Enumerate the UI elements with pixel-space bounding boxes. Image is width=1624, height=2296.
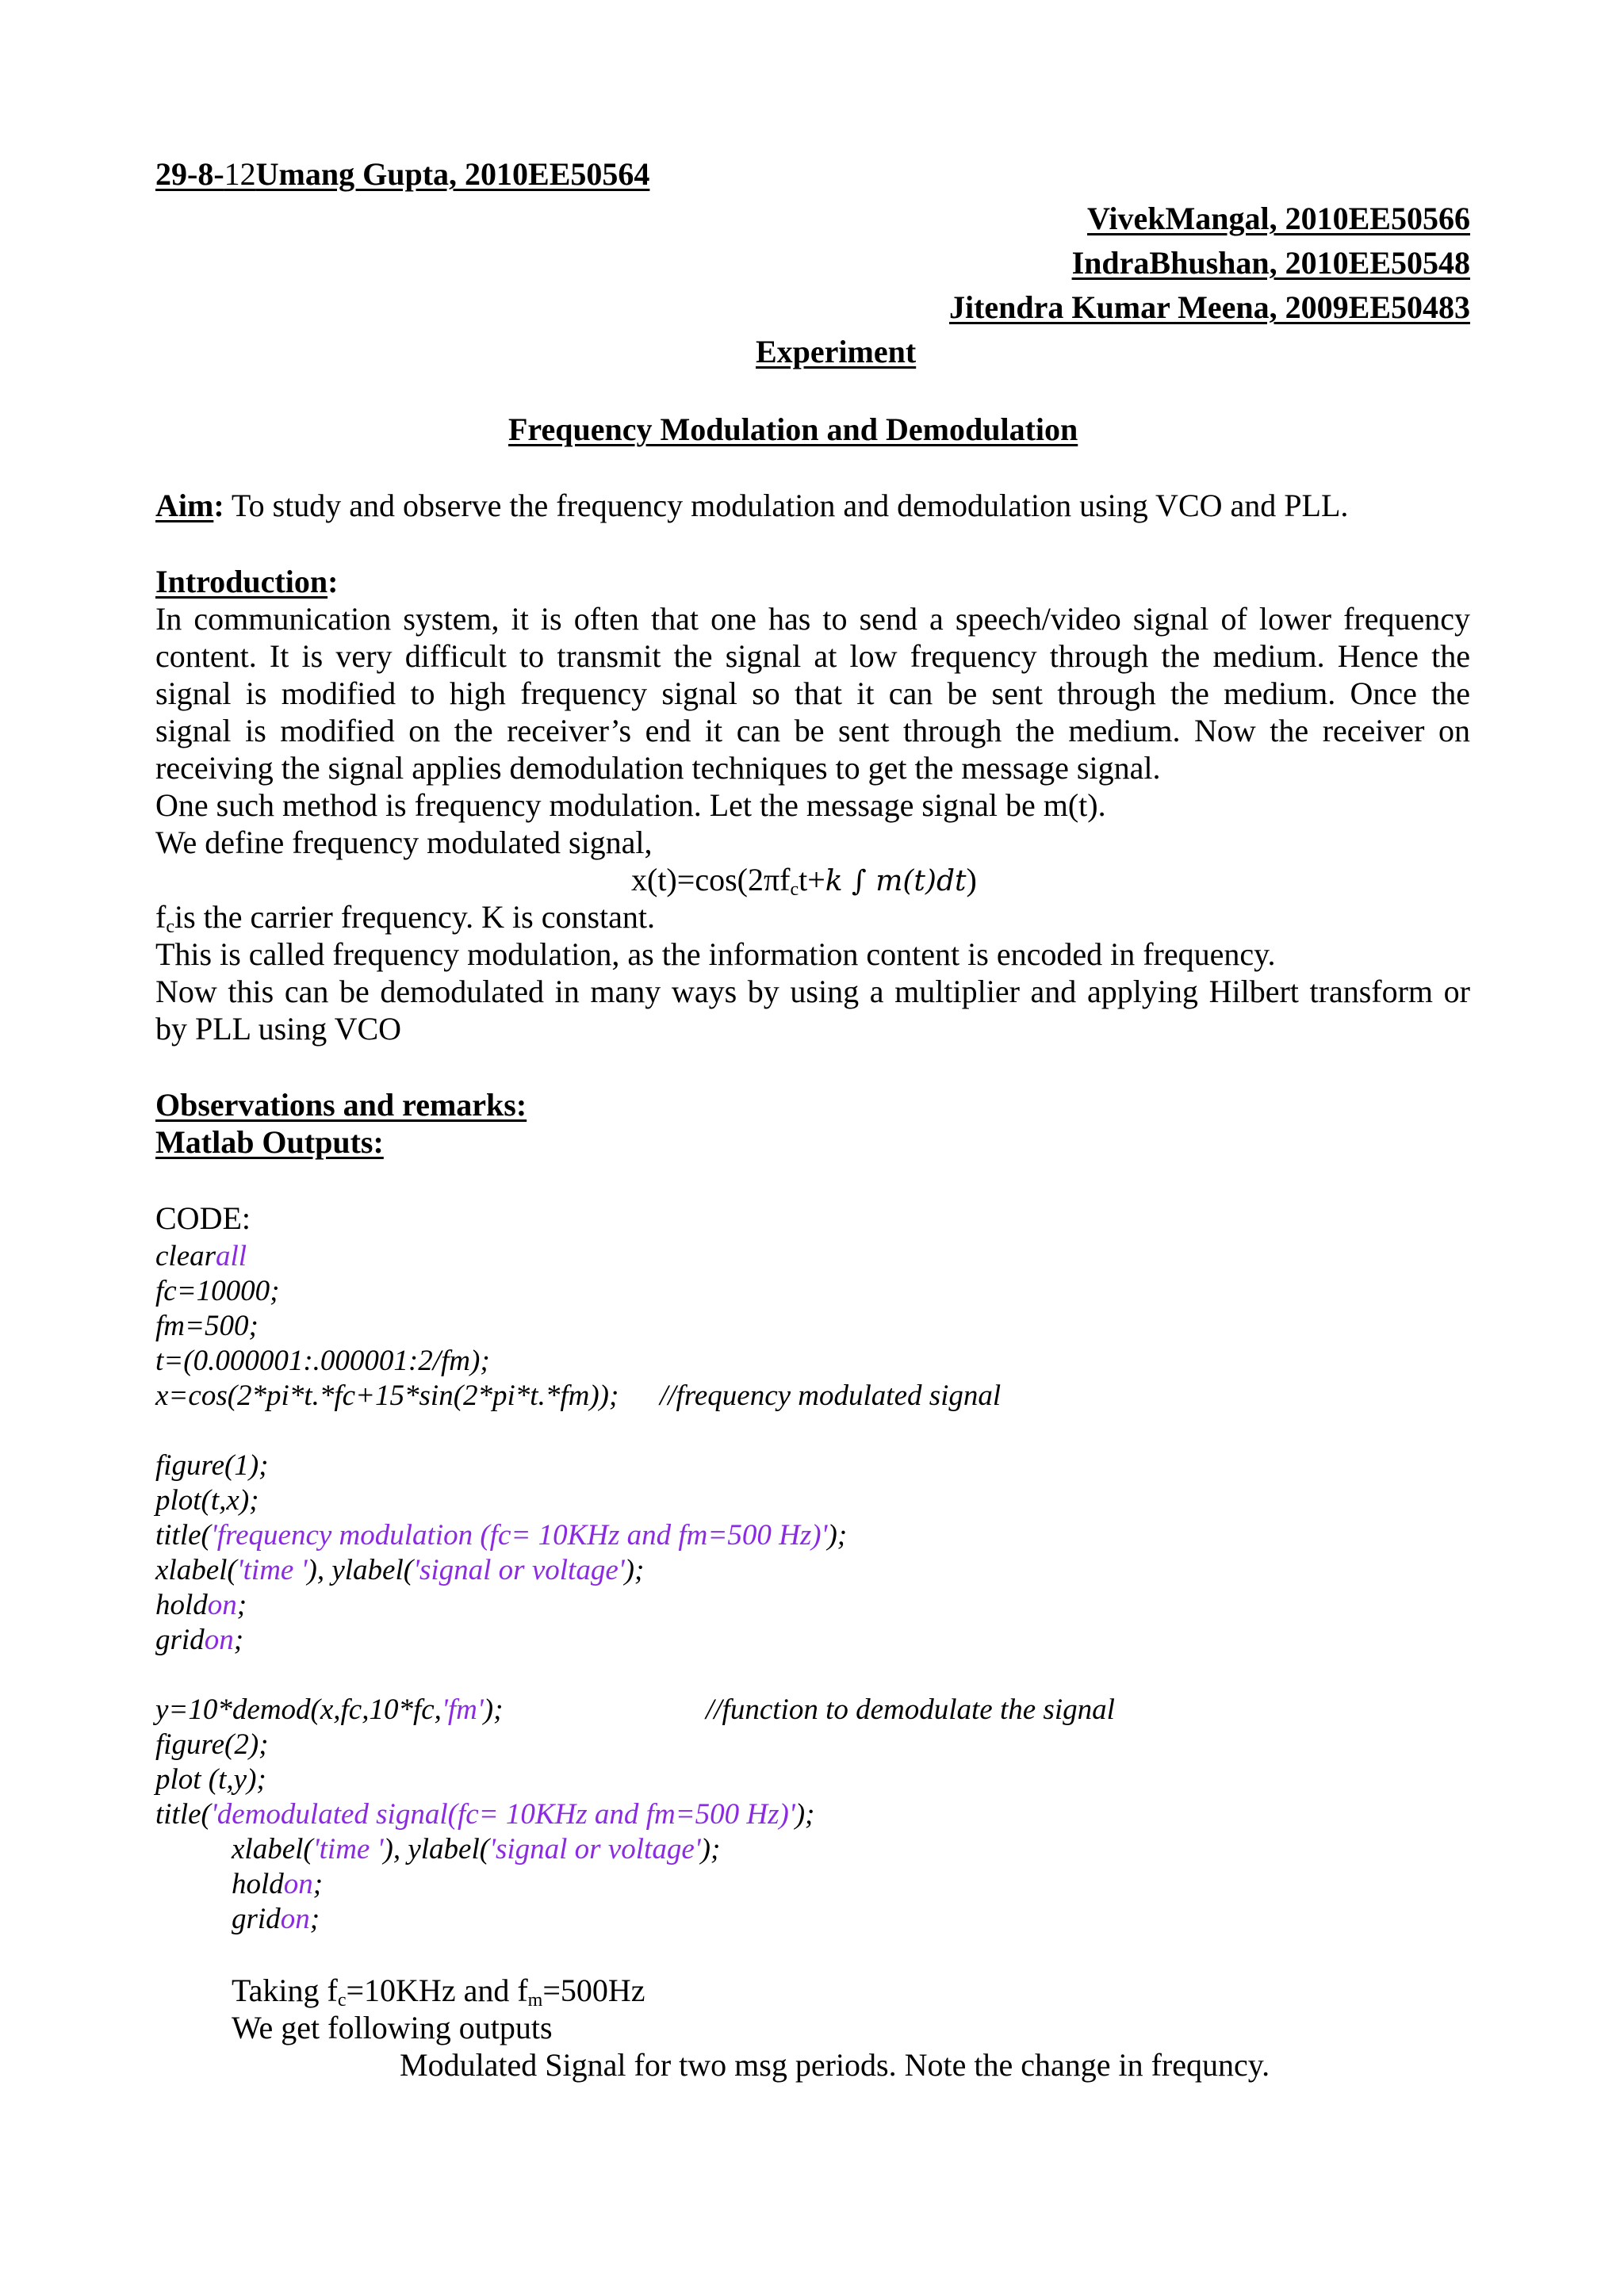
intro-line-2: content. It is very difficult to transmit the signal at low frequency through the medium. Hence the [155,638,1470,674]
code-comment-1: //frequency modulated signal [660,1380,1002,1412]
code-line-12: y=10*demod(x,fc,10*fc,'fm'); [155,1693,504,1726]
integral-expression: k ∫ m(t)dt [825,865,967,897]
code-line-1: clearall [155,1240,247,1272]
intro-line-7: We define frequency modulated signal, [155,825,653,860]
author-3: IndraBhushan, 2010EE50548 [1071,245,1470,281]
carrier-line: $f_cis$ the carrier frequency. K is constant. [155,899,656,937]
intro-line-10: by PLL using VCO [155,1011,402,1047]
figure-caption: Modulated Signal for two msg periods. Note the change in frequncy. [400,2047,1270,2083]
code-line-18: gridon; [232,1903,320,1935]
code-line-10: holdon; [155,1589,247,1621]
header-date-author1 [155,155,649,193]
intro-line-8: This is called frequency modulation, as the information content is encoded in frequency. [155,936,1276,972]
author-2: VivekMangal, 2010EE50566 [1087,201,1470,236]
code-line-11: gridon; [155,1624,244,1656]
intro-line-5: receiving the signal applies demodulation techniques to get the message signal. [155,750,1161,786]
code-line-6: figure(1); [155,1449,269,1482]
intro-line-9: Now this can be demodulated in many ways by using a multiplier and applying Hilbert transform or [155,974,1470,1009]
code-line-2: fc=10000; [155,1275,280,1307]
code-line-13: figure(2); [155,1728,269,1761]
observations-heading: Observations and remarks: [155,1087,527,1123]
code-comment-2: //function to demodulate the signal [706,1693,1115,1726]
code-line-14: plot (t,y); [155,1763,266,1796]
intro-line-1: In communication system, it is often that one has to send a speech/video signal of lower frequency [155,601,1470,637]
aim-colon: : [213,488,224,523]
matlab-heading: Matlab Outputs: [155,1124,384,1160]
author-1: Umang Gupta, 2010EE50564 [255,156,650,192]
introduction-label: Introduction [155,564,328,599]
aim-label: Aim [155,488,214,523]
aim-text: To study and observe the frequency modulation and demodulation using VCO and PLL. [224,488,1349,523]
code-label: CODE: [155,1200,251,1236]
intro-line-6: One such method is frequency modulation. Let the message signal be m(t). [155,787,1106,823]
introduction-colon: : [327,564,339,599]
code-line-8: title('frequency modulation (fc= 10KHz and fm=500 Hz)'); [155,1519,848,1552]
intro-line-3: signal is modified to high frequency signal so that it can be sent through the medium. Once the [155,675,1470,711]
code-line-15: title('demodulated signal(fc= 10KHz and fm=500 Hz)'); [155,1798,815,1831]
code-line-16: xlabel('time '), ylabel('signal or voltage'); [232,1833,721,1866]
introduction-heading [155,563,338,600]
document-title: Frequency Modulation and Demodulation [508,411,1078,447]
code-line-3: fm=500; [155,1310,259,1342]
taking-line: Taking $f_c=10KHz$ and $f_m=500Hz$ [232,1973,645,2011]
aim-paragraph [155,487,1348,524]
author-4: Jitendra Kumar Meena, 2009EE50483 [948,289,1470,325]
date: 29-8- [155,156,224,192]
outputs-line: We get following outputs [232,2010,553,2045]
date-suffix: 12 [224,156,256,192]
code-line-7: plot(t,x); [155,1484,259,1517]
code-line-5: x=cos(2*pi*t.*fc+15*sin(2*pi*t.*fm)); [155,1380,619,1412]
code-line-9: xlabel('time '), ylabel('signal or voltage'); [155,1554,645,1586]
experiment-label: Experiment [756,334,917,369]
code-line-4: t=(0.000001:.000001:2/fm); [155,1345,490,1377]
code-line-17: holdon; [232,1868,324,1900]
fm-formula: $x(t)=\cos(2\pi f_ct+k$ ∫ m(t)dt) [631,862,977,900]
intro-line-4: signal is modified on the receiver’s end it can be sent through the medium. Now the receiver on [155,713,1470,748]
